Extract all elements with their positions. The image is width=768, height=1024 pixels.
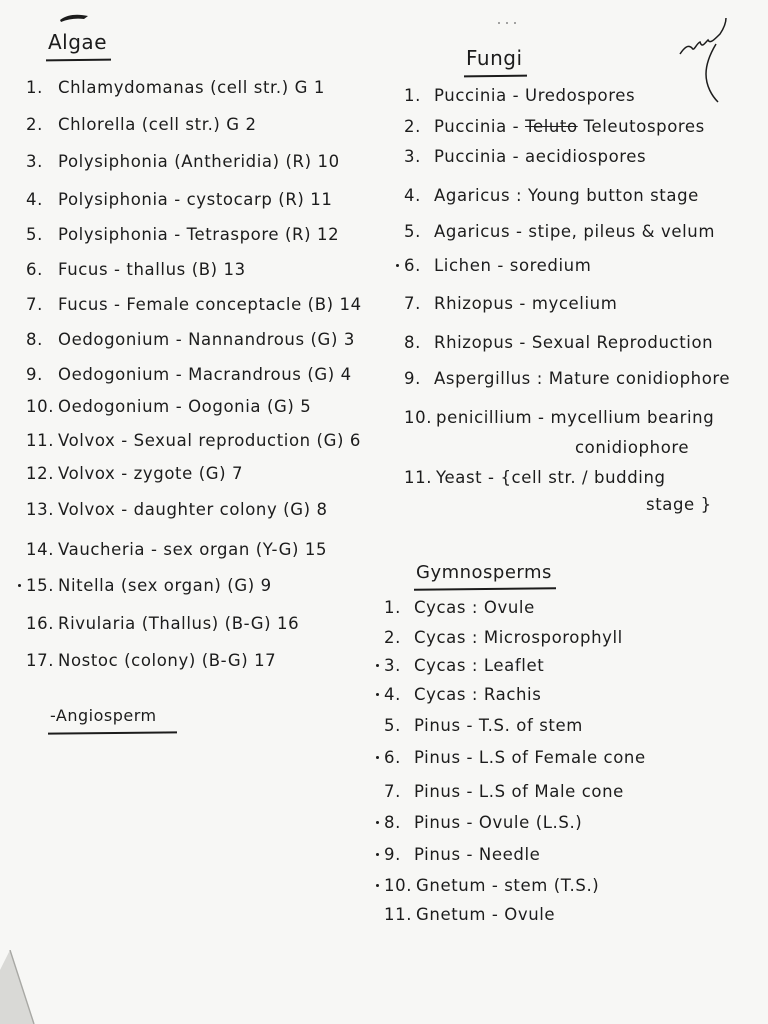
algae-item-5: 5. Polysiphonia - Tetraspore (R) 12 <box>26 225 340 244</box>
fungi-item-1: 1. Puccinia - Uredospores <box>404 86 636 105</box>
fungi-item-8: 8. Rhizopus - Sexual Reproduction <box>404 333 714 352</box>
algae-item-1: 1. Chlamydomanas (cell str.) G 1 <box>26 78 325 97</box>
gymno-item-7: 7. Pinus - L.S of Male cone <box>384 782 624 801</box>
fungi-title: Fungi <box>466 46 523 70</box>
algae-item-9: 9. Oedogonium - Macrandrous (G) 4 <box>26 365 352 384</box>
fungi-item-10: 10. penicillium - mycellium bearing <box>404 408 715 427</box>
fungi-item-2: 2. Puccinia - Teluto Teleutospores <box>404 117 705 136</box>
fungi-item-10-cont: conidiophore <box>575 438 690 457</box>
gymno-item-2: 2. Cycas : Microsporophyll <box>384 628 623 647</box>
gymno-item-3: 3. Cycas : Leaflet <box>384 656 544 676</box>
stray-dots <box>496 20 520 26</box>
algae-item-7: 7. Fucus - Female conceptacle (B) 14 <box>26 295 362 314</box>
fungi-item-6: 6. Lichen - soredium <box>404 256 591 276</box>
fungi-item-9: 9. Aspergillus : Mature conidiophore <box>404 369 731 388</box>
algae-heading <box>48 30 107 54</box>
algae-title: Algae <box>48 30 107 54</box>
page-edge <box>0 950 50 1024</box>
algae-item-10: 10. Oedogonium - Oogonia (G) 5 <box>26 397 312 416</box>
algae-item-16: 16. Rivularia (Thallus) (B-G) 16 <box>26 614 300 633</box>
gymno-item-4: 4. Cycas : Rachis <box>384 685 541 705</box>
algae-item-15: 15. Nitella (sex organ) (G) 9 <box>26 576 272 596</box>
gymno-item-5: 5. Pinus - T.S. of stem <box>384 716 583 735</box>
fungi-item-7: 7. Rhizopus - mycelium <box>404 294 618 313</box>
gymnosperms-heading <box>416 562 552 583</box>
algae-item-3: 3. Polysiphonia (Antheridia) (R) 10 <box>26 152 340 171</box>
algae-item-12: 12. Volvox - zygote (G) 7 <box>26 464 244 483</box>
algae-item-6: 6. Fucus - thallus (B) 13 <box>26 260 246 279</box>
algae-item-2: 2. Chlorella (cell str.) G 2 <box>26 115 257 134</box>
fungi-item-11: 11. Yeast - {cell str. / budding <box>404 468 666 487</box>
scribble-mark <box>58 10 90 24</box>
fungi-item-5: 5. Agaricus - stipe, pileus & velum <box>404 222 716 241</box>
gymno-item-11: 11. Gnetum - Ovule <box>384 905 556 924</box>
gymno-item-8: 8. Pinus - Ovule (L.S.) <box>384 813 582 833</box>
algae-item-4: 4. Polysiphonia - cystocarp (R) 11 <box>26 190 333 209</box>
signature-scribble <box>676 14 736 104</box>
gymno-item-9: 9. Pinus - Needle <box>384 845 540 865</box>
algae-item-8: 8. Oedogonium - Nannandrous (G) 3 <box>26 330 355 349</box>
gymno-item-1: 1. Cycas : Ovule <box>384 598 535 617</box>
fungi-item-11-cont: stage } <box>646 495 712 514</box>
fungi-item-4: 4. Agaricus : Young button stage <box>404 186 699 205</box>
algae-item-11: 11. Volvox - Sexual reproduction (G) 6 <box>26 431 361 450</box>
algae-item-14: 14. Vaucheria - sex organ (Y-G) 15 <box>26 540 328 559</box>
fungi-heading <box>466 46 523 70</box>
struck-word: Teluto <box>525 117 578 136</box>
algae-item-13: 13. Volvox - daughter colony (G) 8 <box>26 500 328 519</box>
gymno-item-10: 10. Gnetum - stem (T.S.) <box>384 876 599 896</box>
algae-item-17: 17. Nostoc (colony) (B-G) 17 <box>26 651 277 670</box>
angiosperm-heading <box>50 706 157 725</box>
gymno-item-6: 6. Pinus - L.S of Female cone <box>384 748 646 768</box>
gymnosperms-title: Gymnosperms <box>416 562 552 583</box>
fungi-item-3: 3. Puccinia - aecidiospores <box>404 147 647 166</box>
angiosperm-title: -Angiosperm <box>50 706 157 725</box>
